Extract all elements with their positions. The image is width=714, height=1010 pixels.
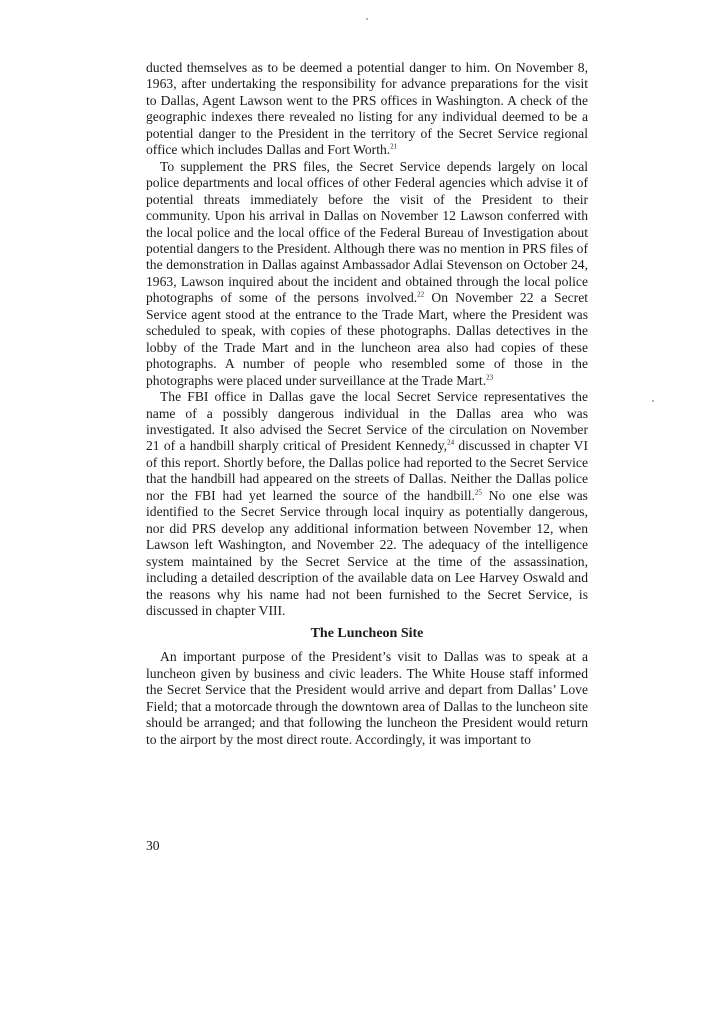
document-page bbox=[146, 60, 588, 748]
scan-speck bbox=[652, 400, 654, 402]
footnote-ref: 21 bbox=[390, 142, 398, 151]
paragraph-text: The FBI office in Dallas gave the local Secret Service representatives the name of a possibly dangerous individual in the Dallas area who was investigated. It also advised the Secret Service of the circulation on November 21 of a handbill sharply critical of President Kennedy, bbox=[146, 389, 588, 454]
paragraph-text: No one else was identified to the Secret Service through local inquiry as potentially dangerous, nor did PRS develop any additional information between November 12, when Lawson left Washington, and November 22. The adequacy of the intelligence system maintained by the Secret Service at the time of the assassination, including a detailed description of the available data on Lee Harvey Oswald and the reasons why his name had not been furnished to the Secret Service, is discussed in chapter VIII. bbox=[146, 487, 588, 618]
paragraph-text: An important purpose of the President’s visit to Dallas was to speak at a luncheon given by business and civic leaders. The White House staff informed the Secret Service that the President would arrive and depart from Dallas’ Love Field; that a motorcade through the downtown area of Dallas to the luncheon site should be arranged; and that following the luncheon the President would return to the airport by the most direct route. Accordingly, it was important to bbox=[146, 649, 588, 747]
section-heading: The Luncheon Site bbox=[310, 626, 424, 642]
paragraph-luncheon bbox=[146, 649, 588, 748]
paragraph-text: ducted themselves as to be deemed a potential danger to him. On November 8, 1963, after undertaking the responsibility for advance preparations for the visit to Dallas, Agent Lawson went to the PRS offices in Washington. A check of the geographic indexes there revealed no listing for any individual deemed to be a potential danger to the President in the territory of the Secret Service regional office which includes Dallas and Fort Worth. bbox=[146, 60, 588, 158]
paragraph-text: discussed in chapter VI of this report. Shortly before, the Dallas police had reported to the Secret Service that the handbill had appeared on the streets of Dallas. Neither the Dallas police nor the FBI had yet learned the source of the handbill. bbox=[146, 438, 588, 503]
scan-speck bbox=[366, 18, 368, 20]
paragraph-prs-files bbox=[146, 159, 588, 389]
footnote-ref: 23 bbox=[486, 373, 494, 382]
paragraph-fbi-office bbox=[146, 389, 588, 619]
footnote-ref: 24 bbox=[447, 438, 455, 447]
paragraph-continued bbox=[146, 60, 588, 159]
paragraph-text: To supplement the PRS files, the Secret Service depends largely on local police departments and local offices of other Federal agencies which advise it of potential threats immediately before the visit of the President to their community. Upon his arrival in Dallas on November 12 Lawson conferred with the local police and the local office of the Federal Bureau of Investigation about potential dangers to the President. Although there was no mention in PRS files of the demonstration in Dallas against Ambassador Adlai Stevenson on October 24, 1963, Lawson inquired about the incident and obtained through the local police photographs of some of the persons involved. bbox=[146, 158, 588, 306]
footnote-ref: 22 bbox=[417, 290, 425, 299]
footnote-ref: 25 bbox=[474, 488, 482, 497]
page-number: 30 bbox=[146, 838, 160, 853]
paragraph-text: On November 22 a Secret Service agent stood at the entrance to the Trade Mart, where the President was scheduled to speak, with copies of these photographs. Dallas detectives in the lobby of the Trade Mart and in the luncheon area also had copies of these photographs. A number of people who resembled some of those in the photographs were placed under surveillance at the Trade Mart. bbox=[146, 290, 589, 388]
